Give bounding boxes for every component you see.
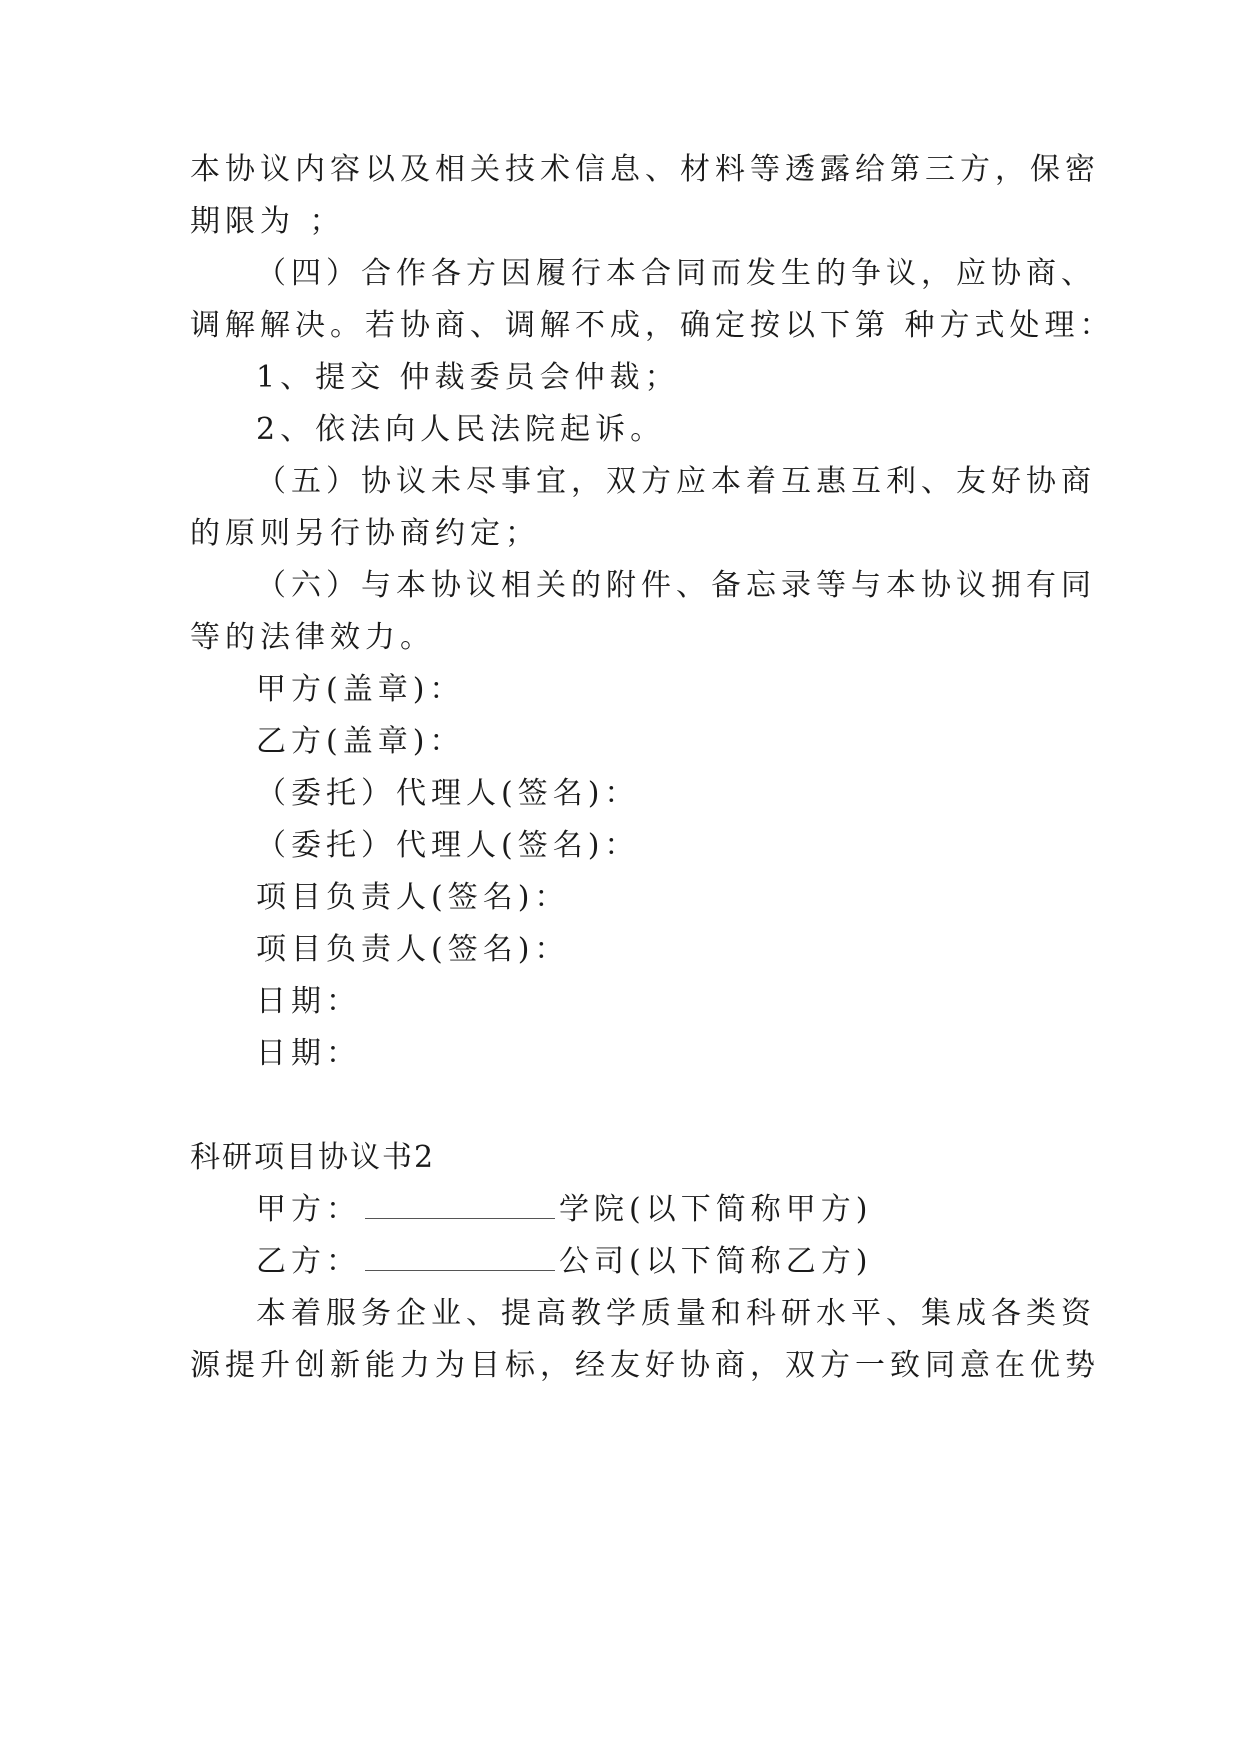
- date-line: 日期：: [256, 984, 361, 1019]
- party-a-label: 甲方：: [256, 1192, 361, 1227]
- text-line: 1、提交 仲裁委员会仲裁；: [256, 360, 680, 395]
- party-a-suffix: 学院(以下简称甲方): [559, 1192, 873, 1227]
- text-line: 调解解决。若协商、调解不成，确定按以下第 种方式处理：: [190, 308, 1115, 343]
- text-line: 的原则另行协商约定；: [190, 516, 540, 551]
- signature-line-agent: （委托）代理人(签名)：: [256, 828, 640, 863]
- signature-line-project-lead: 项目负责人(签名)：: [256, 932, 570, 967]
- signature-line-party-a: 甲方(盖章)：: [256, 672, 465, 707]
- text-line: （六）与本协议相关的附件、备忘录等与本协议拥有同: [256, 568, 1096, 603]
- intro-text-line: 本着服务企业、提高教学质量和科研水平、集成各类资: [256, 1296, 1096, 1331]
- section-title: 科研项目协议书2: [190, 1140, 436, 1175]
- party-a-line: [256, 1190, 872, 1230]
- text-line: 等的法律效力。: [190, 620, 435, 655]
- text-line: 期限为 ；: [190, 204, 345, 239]
- party-b-label: 乙方：: [256, 1244, 361, 1279]
- text-line: （四）合作各方因履行本合同而发生的争议，应协商、: [256, 256, 1096, 291]
- text-line: （五）协议未尽事宜，双方应本着互惠互利、友好协商: [256, 464, 1096, 499]
- signature-line-party-b: 乙方(盖章)：: [256, 724, 465, 759]
- intro-text-line: 源提升创新能力为目标，经友好协商，双方一致同意在优势: [190, 1348, 1100, 1383]
- signature-line-project-lead: 项目负责人(签名)：: [256, 880, 570, 915]
- text-line: 本协议内容以及相关技术信息、材料等透露给第三方，保密: [190, 152, 1100, 187]
- date-line: 日期：: [256, 1036, 361, 1071]
- party-b-line: [256, 1242, 872, 1282]
- party-b-blank: [365, 1244, 555, 1271]
- party-a-blank: [365, 1192, 555, 1219]
- party-b-suffix: 公司(以下简称乙方): [559, 1244, 873, 1279]
- signature-line-agent: （委托）代理人(签名)：: [256, 776, 640, 811]
- text-line: 2、依法向人民法院起诉。: [256, 412, 666, 447]
